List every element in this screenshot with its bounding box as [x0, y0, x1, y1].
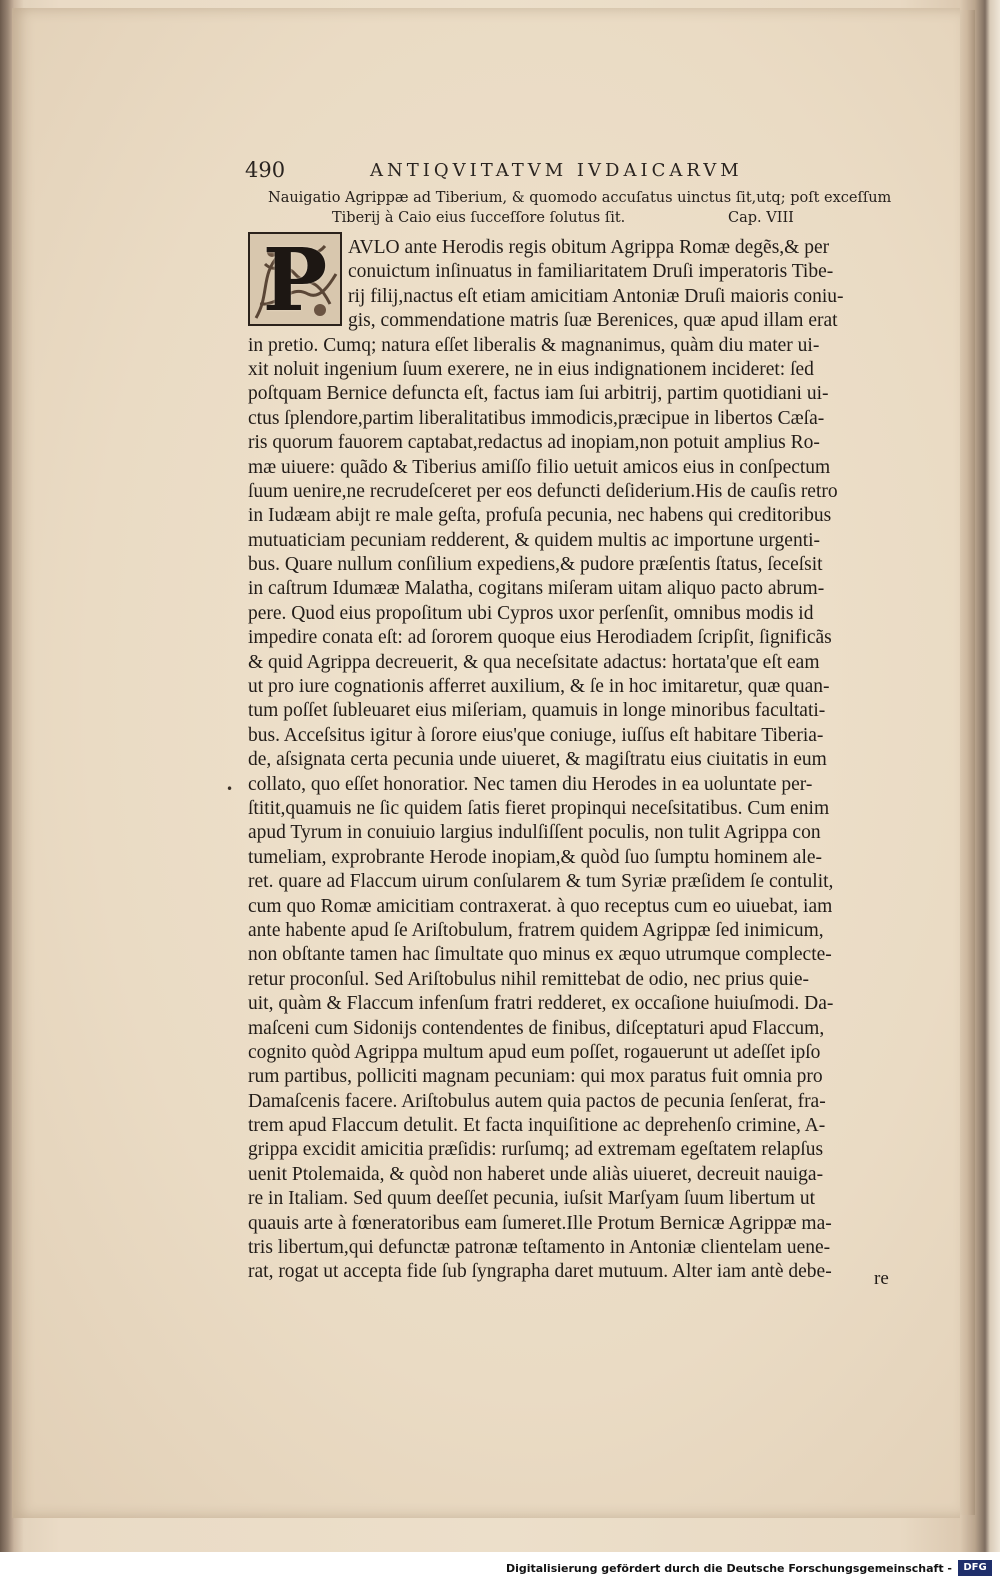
dfg-logo-icon: DFG [958, 1560, 992, 1576]
text-line: ante habente apud ſe Ariſtobulum, fratrem quidem Agrippæ ſed inimicum, [248, 919, 824, 941]
page-number: 490 [245, 158, 286, 182]
text-line: bus. Quare nullum conſilium expediens,& pudore præſentis ſtatus, ſeceſsit [248, 554, 823, 576]
text-line: de, aſsignata certa pecunia unde uiueret, & magiſtratu eius ciuitatis in eum [248, 749, 827, 771]
chapter-heading [268, 188, 908, 228]
running-title: ANTIQVITATVM IVDAICARVM [370, 160, 743, 181]
text-line: cum quo Romæ amicitiam contraxerat. à quo receptus cum eo uiuebat, iam [248, 895, 833, 917]
catchword: re [874, 1268, 889, 1289]
text-line: AVLO ante Herodis regis obitum Agrippa Romæ degẽs,& per [348, 237, 830, 258]
text-line: uit, quàm & Flaccum infenſum fratri redderet, ex occaſione huiuſmodi. Da- [248, 993, 834, 1015]
marginal-mark-icon: • [226, 782, 234, 796]
chapter-number: Cap. VIII [728, 210, 794, 226]
text-line: collato, quo eſſet honoratior. Nec tamen diu Herodes in ea uoluntate per- [248, 773, 813, 795]
text-line: poſtquam Bernice defuncta eſt, factus iam ſui arbitrij, partim quotidiani ui- [248, 383, 829, 405]
text-line: rum partibus, polliciti magnam pecuniam: qui mox paratus fuit omnia pro [248, 1066, 823, 1088]
chapter-heading-line-1: Nauigatio Agrippæ ad Tiberium, & quomodo accuſatus uinctus ſit,utq; poſt exceſſum [268, 190, 892, 206]
text-line: mutuaticiam pecuniam redderent, & quidem multis ac importune urgenti- [248, 529, 821, 551]
text-line: xit noluit ingenium ſuum exerere, ne in eius indignationem incideret: ſed [248, 358, 814, 380]
text-line: in Iudæam abijt re male geſta, profuſa pecunia, nec habens qui creditoribus [248, 505, 832, 527]
text-line: ret. quare ad Flaccum uirum conſularem & tum Syriæ præſidem ſe contulit, [248, 871, 834, 893]
digitization-credit: Digitalisierung gefördert durch die Deutsche Forschungsgemeinschaft - [505, 1562, 952, 1575]
text-line: uenit Ptolemaida, & quòd non haberet unde aliàs uiueret, decreuit nauiga- [248, 1163, 824, 1185]
running-head [245, 158, 885, 188]
footer-strip [0, 1552, 1000, 1584]
text-line: conuictum inſinuatus in familiaritatem Druſi imperatoris Tibe- [348, 261, 834, 283]
text-line: apud Tyrum in conuiuio largius indulſiſſent poculis, non tulit Agrippa con [248, 822, 821, 844]
text-line: ris quorum fauorem captabat,redactus ad inopiam,non potuit amplius Ro- [248, 432, 820, 454]
text-line: rij filij,nactus eſt etiam amicitiam Antoniæ Druſi maioris coniu- [348, 285, 844, 307]
text-line: tris libertum,qui defunctæ patronæ teſtamento in Antoniæ clientelam uene- [248, 1237, 831, 1259]
text-line: impedire conata eſt: ad ſororem quoque eius Herodiadem ſcripſit, ſignificãs [248, 627, 832, 649]
body-text [248, 236, 908, 1285]
text-line: & quid Agrippa decreuerit, & qua neceſsitate adactus: hortata'que eſt eam [248, 651, 820, 673]
text-line: ut pro iure cognationis afferret auxilium, & ſe in hoc imitaretur, quæ quan- [248, 676, 830, 698]
text-line: bus. Acceſsitus igitur à ſorore eius'que coniuge, iuſſus eſt habitare Tiberia- [248, 724, 824, 746]
text-line: pere. Quod eius propoſitum ubi Cypros uxor perſenſit, omnibus modis id [248, 602, 814, 624]
text-line: in caſtrum Idumææ Malatha, cogitans miſeram uitam aliquo pacto abrum- [248, 578, 825, 600]
text-line: trem apud Flaccum detulit. Et facta inquiſitione ac deprehenſo crimine, A- [248, 1115, 826, 1137]
text-line: Damaſcenis facere. Ariſtobulus autem quia pactos de pecunia ſenſerat, fra- [248, 1090, 826, 1112]
text-line: non obſtante tamen hac ſimultate quo minus ex æquo utrumque complecte- [248, 944, 832, 966]
text-line: mæ uiuere: quãdo & Tiberius amiſſo filio uetuit amicos eius in conſpectum [248, 456, 831, 478]
text-line: tumeliam, exprobrante Herode inopiam,& quòd ſuo ſumptu hominem ale- [248, 846, 823, 868]
text-line: gis, commendatione matris ſuæ Berenices, quæ apud illam erat [348, 310, 838, 332]
text-line: rat, rogat ut accepta fide ſub ſyngrapha daret mutuum. Alter iam antè debe- [248, 1261, 832, 1283]
text-line: maſceni cum Sidonijs contendentes de finibus, diſceptaturi apud Flaccum, [248, 1017, 825, 1039]
text-line: quauis arte à fœneratoribus eam ſumeret.Ille Protum Bernicæ Agrippæ ma- [248, 1212, 832, 1234]
text-line: ſtitit,quamuis ne ſic quidem ſatis fieret propinqui neceſsitatibus. Cum enim [248, 797, 830, 819]
text-line: ctus ſplendore,partim liberalitatibus immodicis,præcipue in libertos Cæſa- [248, 407, 825, 429]
text-line: in pretio. Cumq; natura eſſet liberalis & magnanimus, quàm diu mater ui- [248, 334, 820, 356]
text-line: re in Italiam. Sed quum deeſſet pecunia, iuſsit Marſyam ſuum libertum ut [248, 1188, 815, 1210]
chapter-heading-line-2: Tiberij à Caio eius ſucceſſore ſolutus ſit. [332, 210, 626, 226]
text-line: ſuum uenire,ne recrudeſceret per eos defuncti deſiderium.His de cauſis retro [248, 480, 838, 502]
text-line: retur proconſul. Sed Ariſtobulus nihil remittebat de odio, nec prius quie- [248, 968, 810, 990]
text-line: cognito quòd Agrippa multum apud eum poſſet, rogauerunt ut adeſſet ipſo [248, 1041, 821, 1063]
text-line: tum poſſet ſubleuaret eius miſeriam, quamuis in longe minoribus facultati- [248, 700, 826, 722]
initial-letter: P [262, 232, 328, 326]
text-line: grippa excidit amicitia præſidis: rurſumq; ad extremam egeſtatem relapſus [248, 1139, 824, 1161]
